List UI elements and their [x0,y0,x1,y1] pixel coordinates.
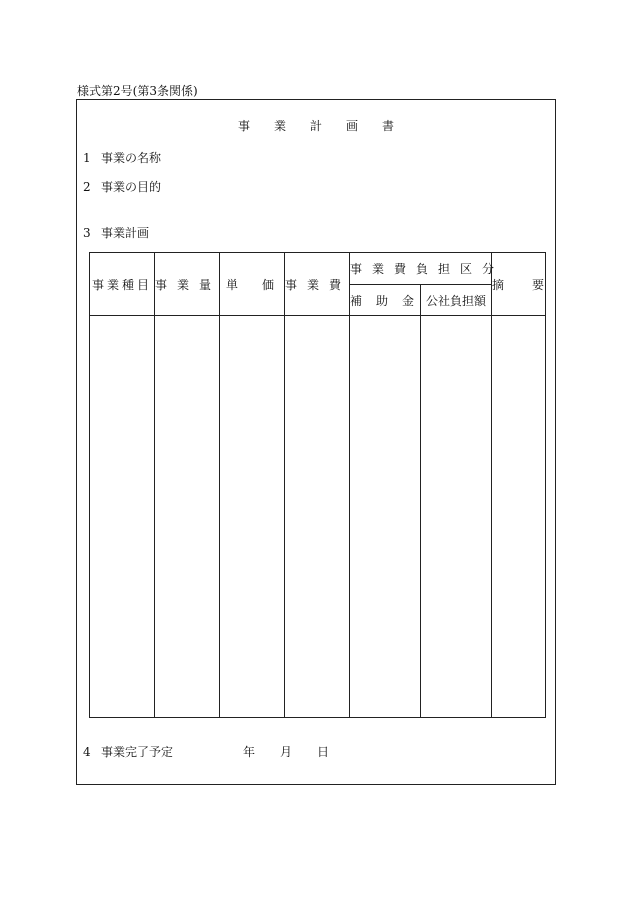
cell-unit-price[interactable] [220,316,285,718]
form-frame [76,99,573,785]
item-number: 2 [83,180,91,194]
month-label: 月 [280,745,293,759]
year-label: 年 [243,745,256,759]
header-business-quantity: 事業量 [155,253,220,316]
item-business-purpose [83,180,161,194]
item-completion-schedule [83,745,173,759]
form-code: 様式第2号(第3条関係) [77,84,198,98]
cell-business-type[interactable] [90,316,155,718]
header-unit-price-b: 価 [262,277,275,292]
item-label: 事業計画 [101,226,150,240]
business-plan-table [89,252,573,718]
item-label: 事業の目的 [101,180,162,194]
cell-remarks[interactable] [492,316,546,718]
cell-business-quantity[interactable] [155,316,220,718]
cell-subsidy[interactable] [350,316,421,718]
header-cost-burden: 事業費負担区分 [350,253,492,285]
header-business-cost: 事業費 [285,253,350,316]
header-remarks: 摘要 [492,253,546,316]
item-label: 事業の名称 [101,151,162,165]
header-unit-price [220,253,285,316]
cell-business-cost[interactable] [285,316,350,718]
header-business-type: 事業種目 [90,253,155,316]
item-number: 4 [83,745,91,759]
header-unit-price-a: 単 [226,277,239,292]
header-company-burden: 公社負担額 [421,285,492,316]
header-subsidy: 補助金 [350,285,421,316]
document-title: 事業計画書 [237,119,418,133]
item-number: 3 [83,226,91,240]
item-business-plan [83,226,149,240]
item-number: 1 [83,151,91,165]
item-business-name [83,151,161,165]
item-label: 事業完了予定 [101,745,174,759]
cell-company-burden[interactable] [421,316,492,718]
day-label: 日 [317,745,330,759]
completion-date[interactable] [243,745,329,759]
